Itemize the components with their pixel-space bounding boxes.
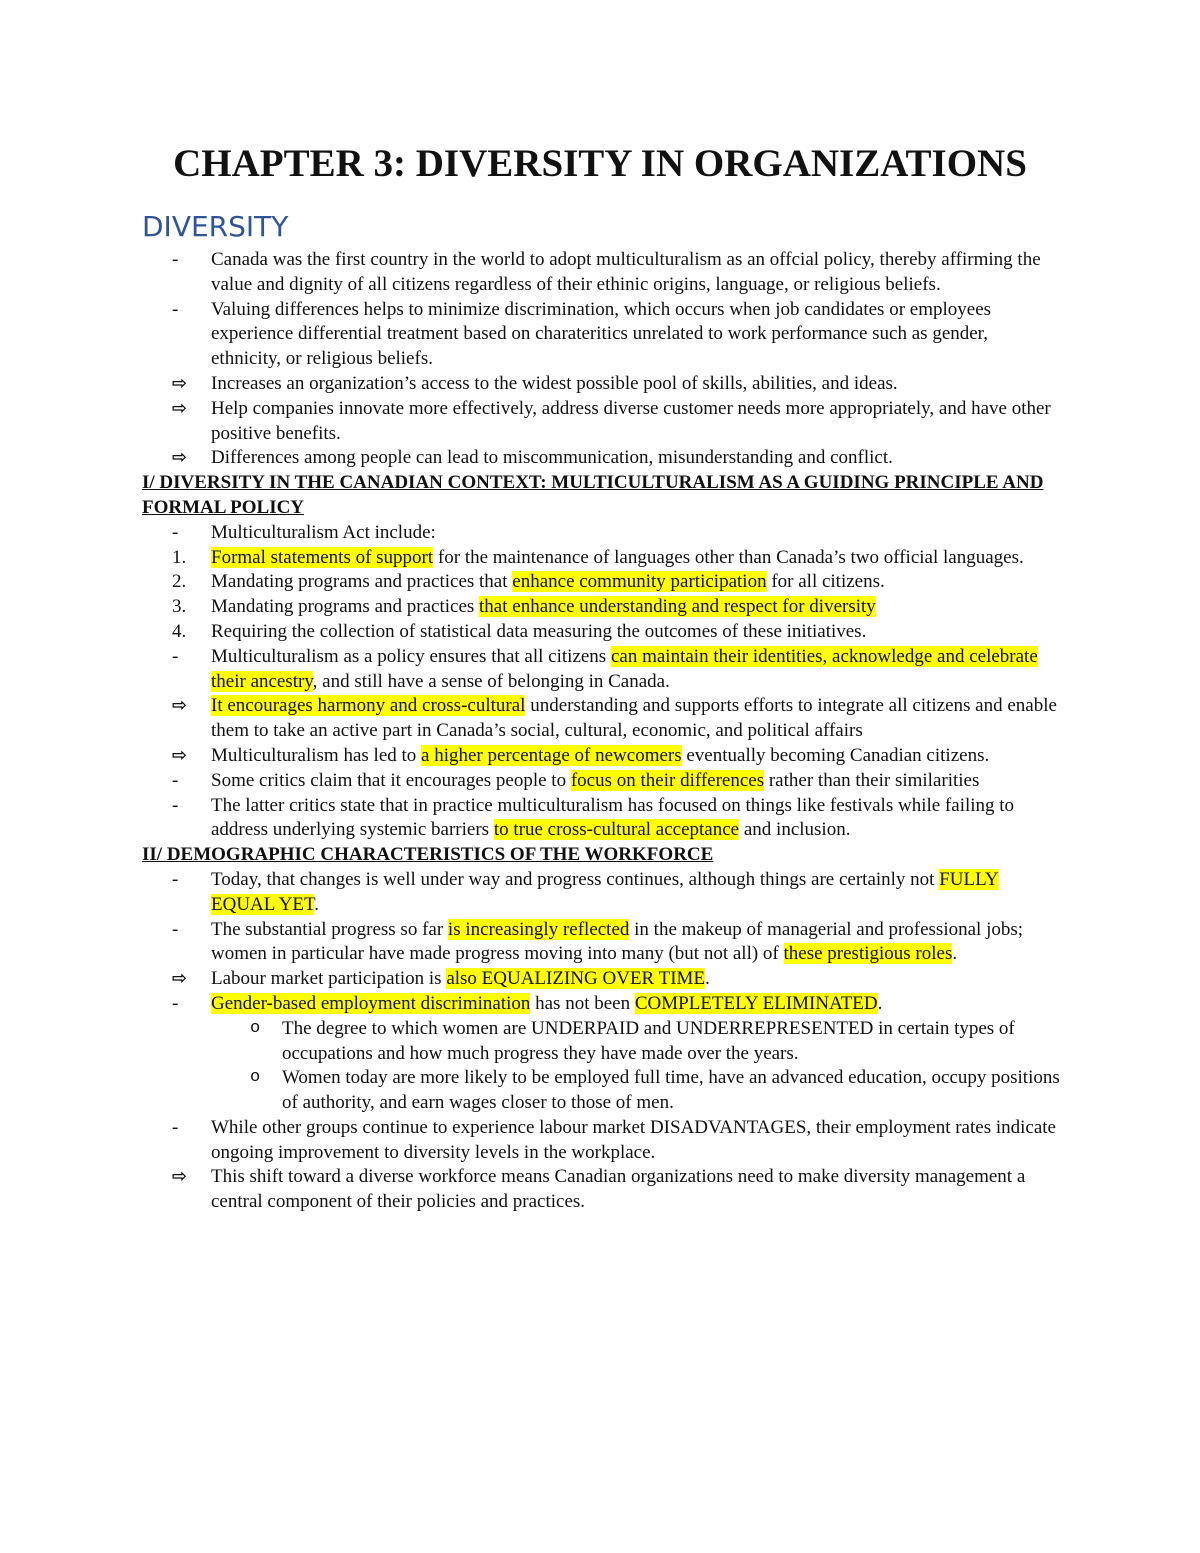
list-number: 4. [172,620,187,642]
list-item [142,1116,1062,1166]
list-item [142,918,1062,968]
circle-bullet: o [250,1068,261,1088]
bullet-dash: - [172,769,179,791]
list-item-text [211,993,882,1014]
text-run: in the makeup of managerial and professional jobs; women in particular have made progress moving into many (but not all) of [211,918,1024,965]
list-item [142,1017,1062,1067]
list-item [142,1165,1062,1215]
bullet-dash: - [172,249,179,270]
list-item-text [282,1018,1015,1064]
list-item-text [211,1117,1056,1163]
text-run: . [705,968,710,990]
section2-list [142,868,1062,1215]
text-run: eventually becoming Canadian citizens. [681,744,990,766]
highlighted-text: FULLY EQUAL YET [211,868,999,915]
text-run: Valuing differences helps to minimize discrimination, which occurs when job candidates or employees experience differential treatment based on charateritics unrelated to work performance such as gender, ethnicity, or religious beliefs. [211,298,992,370]
text-run: for the maintenance of languages other than Canada’s two official languages. [433,546,1024,568]
text-run: The degree to which women are UNDERPAID and UNDERREPRESENTED in certain types of occupations and how much progress they have made over the years. [282,1017,1015,1064]
highlighted-text: can maintain their identities, acknowledge and celebrate their ancestry [211,645,1038,692]
list-item [142,446,1062,471]
list-item-text [211,547,1024,568]
highlighted-text: Formal statements of support [211,546,434,568]
text-run: Today, that changes is well under way and progress continues, although things are certainly not [211,868,940,890]
list-item-text [211,1166,1025,1212]
list-item-text [211,646,1038,692]
arrow-bullet-icon: ⇨ [172,447,188,469]
highlighted-text: It encourages harmony and cross-cultural [211,695,526,717]
bullet-dash: - [172,1116,179,1138]
list-item [142,992,1062,1017]
text-run: While other groups continue to experience labour market DISADVANTAGES, their employment rates indicate ongoing improvement to diversity levels in the workplace. [211,1116,1056,1163]
section1-list [142,521,1062,843]
text-run: has not been [530,992,635,1014]
bullet-dash: - [172,992,179,1014]
text-run: . [877,992,883,1014]
list-item-text [211,596,876,617]
list-item [142,967,1062,992]
arrow-bullet-icon: ⇨ [172,1166,188,1188]
list-item [142,794,1062,844]
text-run: Women today are more likely to be employed full time, have an advanced education, occupy positions of authority, and earn wages closer to those of men. [282,1067,1060,1114]
list-item [142,248,1062,298]
diversity-heading: DIVERSITY [142,210,289,243]
arrow-bullet-icon: ⇨ [172,744,188,766]
text-run: Increases an organization’s access to the widest possible pool of skills, abilities, and ideas. [211,372,898,394]
text-run: Multiculturalism has led to [211,744,422,766]
text-run: Help companies innovate more effectively, address diverse customer needs more appropriately, and have other positive benefits. [211,397,1051,444]
list-item-text [211,447,893,468]
section1-heading: I/ DIVERSITY IN THE CANADIAN CONTEXT: MULTICULTURALISM AS A GUIDING PRINCIPLE AND FORMAL POLICY [142,472,1044,518]
list-item [142,694,1062,744]
bullet-dash: - [172,645,179,667]
list-item-text [211,249,1041,295]
list-item-text [211,968,710,989]
text-run: Mandating programs and practices that [211,571,513,593]
section2-heading: II/ DEMOGRAPHIC CHARACTERISTICS OF THE WORKFORCE [142,844,714,866]
list-item-text [282,1067,1060,1113]
bullet-dash: - [172,521,179,543]
text-run: Canada was the first country in the world to adopt multiculturalism as an offcial policy, thereby affirming the value and dignity of all citizens regardless of their ethinic origins, language, or religious beliefs. [211,249,1041,295]
list-item [142,570,1062,595]
list-item-text [211,398,1051,444]
list-item [142,397,1062,447]
document-body [142,248,1062,1215]
list-item [142,546,1062,571]
highlighted-text: Gender-based employment discrimination [211,992,531,1014]
list-item-text [211,299,991,370]
highlighted-text: to true cross-cultural acceptance [493,819,740,841]
list-item [142,645,1062,695]
bullet-dash: - [172,918,179,940]
list-number: 1. [172,546,187,568]
page-title: CHAPTER 3: DIVERSITY IN ORGANIZATIONS [173,142,1027,185]
highlighted-text: focus on their differences [570,769,765,791]
list-item-text [211,869,999,915]
circle-bullet: o [250,1018,261,1038]
highlighted-text: COMPLETELY ELIMINATED [634,992,878,1014]
bullet-dash: - [172,298,179,320]
text-run: This shift toward a diverse workforce means Canadian organizations need to make diversity management a central component of their policies and practices. [211,1166,1026,1213]
diversity-list [142,248,1062,471]
text-run: Differences among people can lead to miscommunication, misunderstanding and conflict. [211,447,893,469]
list-item-text [211,571,885,592]
text-run: The latter critics state that in practice multiculturalism has focused on things like festivals while failing to address underlying systemic barriers [211,794,1015,841]
list-item [142,1066,1062,1116]
text-run: for all citizens. [766,571,885,593]
list-item-text [211,695,1057,741]
list-item [142,372,1062,397]
text-run: Labour market participation is [211,968,447,990]
list-item-text [211,522,436,543]
text-run: . [314,893,319,915]
list-item [142,744,1062,769]
text-run: and inclusion. [739,819,851,841]
text-run: , and still have a sense of belonging in Canada. [312,670,670,692]
list-item-text [211,919,1023,965]
list-item [142,620,1062,645]
highlighted-text: enhance community participation [512,571,767,593]
list-number: 2. [172,571,187,593]
list-item [142,298,1062,372]
list-item [142,595,1062,620]
arrow-bullet-icon: ⇨ [172,372,188,394]
text-run: . [952,943,958,965]
arrow-bullet-icon: ⇨ [172,695,188,717]
text-run: rather than their similarities [764,769,980,791]
arrow-bullet-icon: ⇨ [172,968,188,990]
list-item [142,868,1062,918]
list-item [142,769,1062,794]
list-item [142,521,1062,546]
arrow-bullet-icon: ⇨ [172,397,188,419]
text-run: Multiculturalism Act include: [211,521,436,543]
text-run: understanding and supports efforts to integrate all citizens and enable them to take an active part in Canada’s social, cultural, economic, and political affairs [211,695,1057,742]
list-item-text [211,770,979,791]
list-item-text [211,373,898,394]
text-run: Some critics claim that it encourages people to [211,769,571,791]
highlighted-text: these prestigious roles [783,943,953,965]
list-item-text [211,795,1014,841]
text-run: Multiculturalism as a policy ensures that all citizens [211,645,611,667]
text-run: Mandating programs and practices [211,596,480,618]
text-run: The substantial progress so far [211,918,448,940]
highlighted-text: is increasingly reflected [447,918,630,940]
highlighted-text: a higher percentage of newcomers [421,744,682,766]
list-item-text [211,745,989,766]
text-run: Requiring the collection of statistical data measuring the outcomes of these initiatives. [211,620,867,642]
highlighted-text: that enhance understanding and respect for diversity [479,596,876,618]
bullet-dash: - [172,868,179,890]
list-number: 3. [172,596,187,618]
list-item-text [211,621,866,642]
highlighted-text: also EQUALIZING OVER TIME [446,968,706,990]
bullet-dash: - [172,794,179,816]
